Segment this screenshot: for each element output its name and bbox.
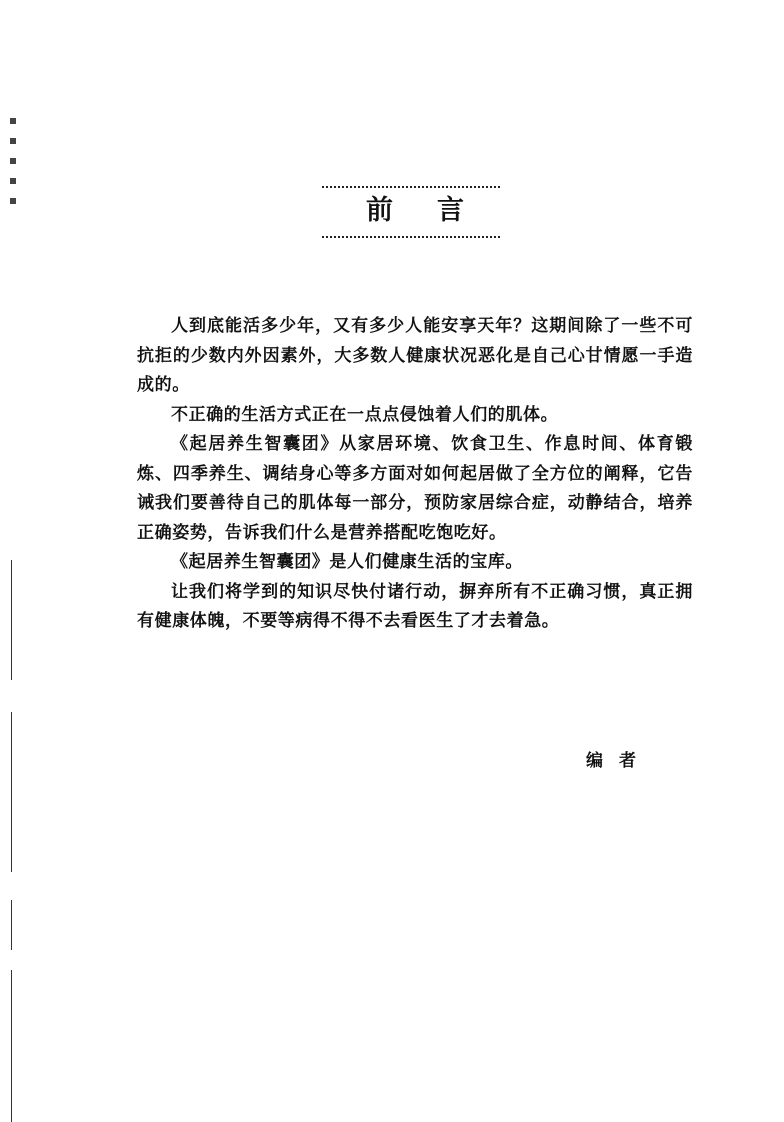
scan-mark — [10, 138, 16, 144]
scan-mark — [10, 178, 16, 184]
page-title: 前言 — [366, 195, 508, 226]
scan-mark — [10, 198, 16, 204]
paragraph: 《起居养生智囊团》是人们健康生活的宝库。 — [171, 552, 523, 572]
decorative-rule-bottom — [322, 236, 500, 238]
decorative-rule-top — [322, 186, 500, 188]
scan-edge-marks — [10, 118, 20, 238]
paragraph: 人到底能活多少年，又有多少人能安享天年？这期间除了一些不可抗拒的少数内外因素外，大多数人健康状况恶化是自己心甘情愿一手造成的。 — [137, 316, 693, 395]
scan-edge-line — [11, 560, 12, 680]
author-signature: 编者 — [586, 751, 652, 771]
scan-mark — [10, 118, 16, 124]
scan-edge-line — [11, 900, 12, 950]
preface-body — [137, 312, 693, 637]
paragraph: 让我们将学到的知识尽快付诸行动，摒弃所有不正确习惯，真正拥有健康体魄，不要等病得不得不去看医生了才去着急。 — [137, 581, 693, 631]
scan-edge-line — [11, 712, 12, 872]
heading-block — [322, 180, 508, 242]
scan-mark — [10, 158, 16, 164]
paragraph: 《起居养生智囊团》从家居环境、饮食卫生、作息时间、体育锻炼、四季养生、调结身心等多方面对如何起居做了全方位的阐释，它告诫我们要善待自己的肌体每一部分，预防家居综合症，动静结合，培养正确姿势，告诉我们什么是营养搭配吃饱吃好。 — [137, 434, 693, 543]
paragraph: 不正确的生活方式正在一点点侵蚀着人们的肌体。 — [171, 404, 559, 425]
scan-edge-line — [11, 970, 12, 1122]
